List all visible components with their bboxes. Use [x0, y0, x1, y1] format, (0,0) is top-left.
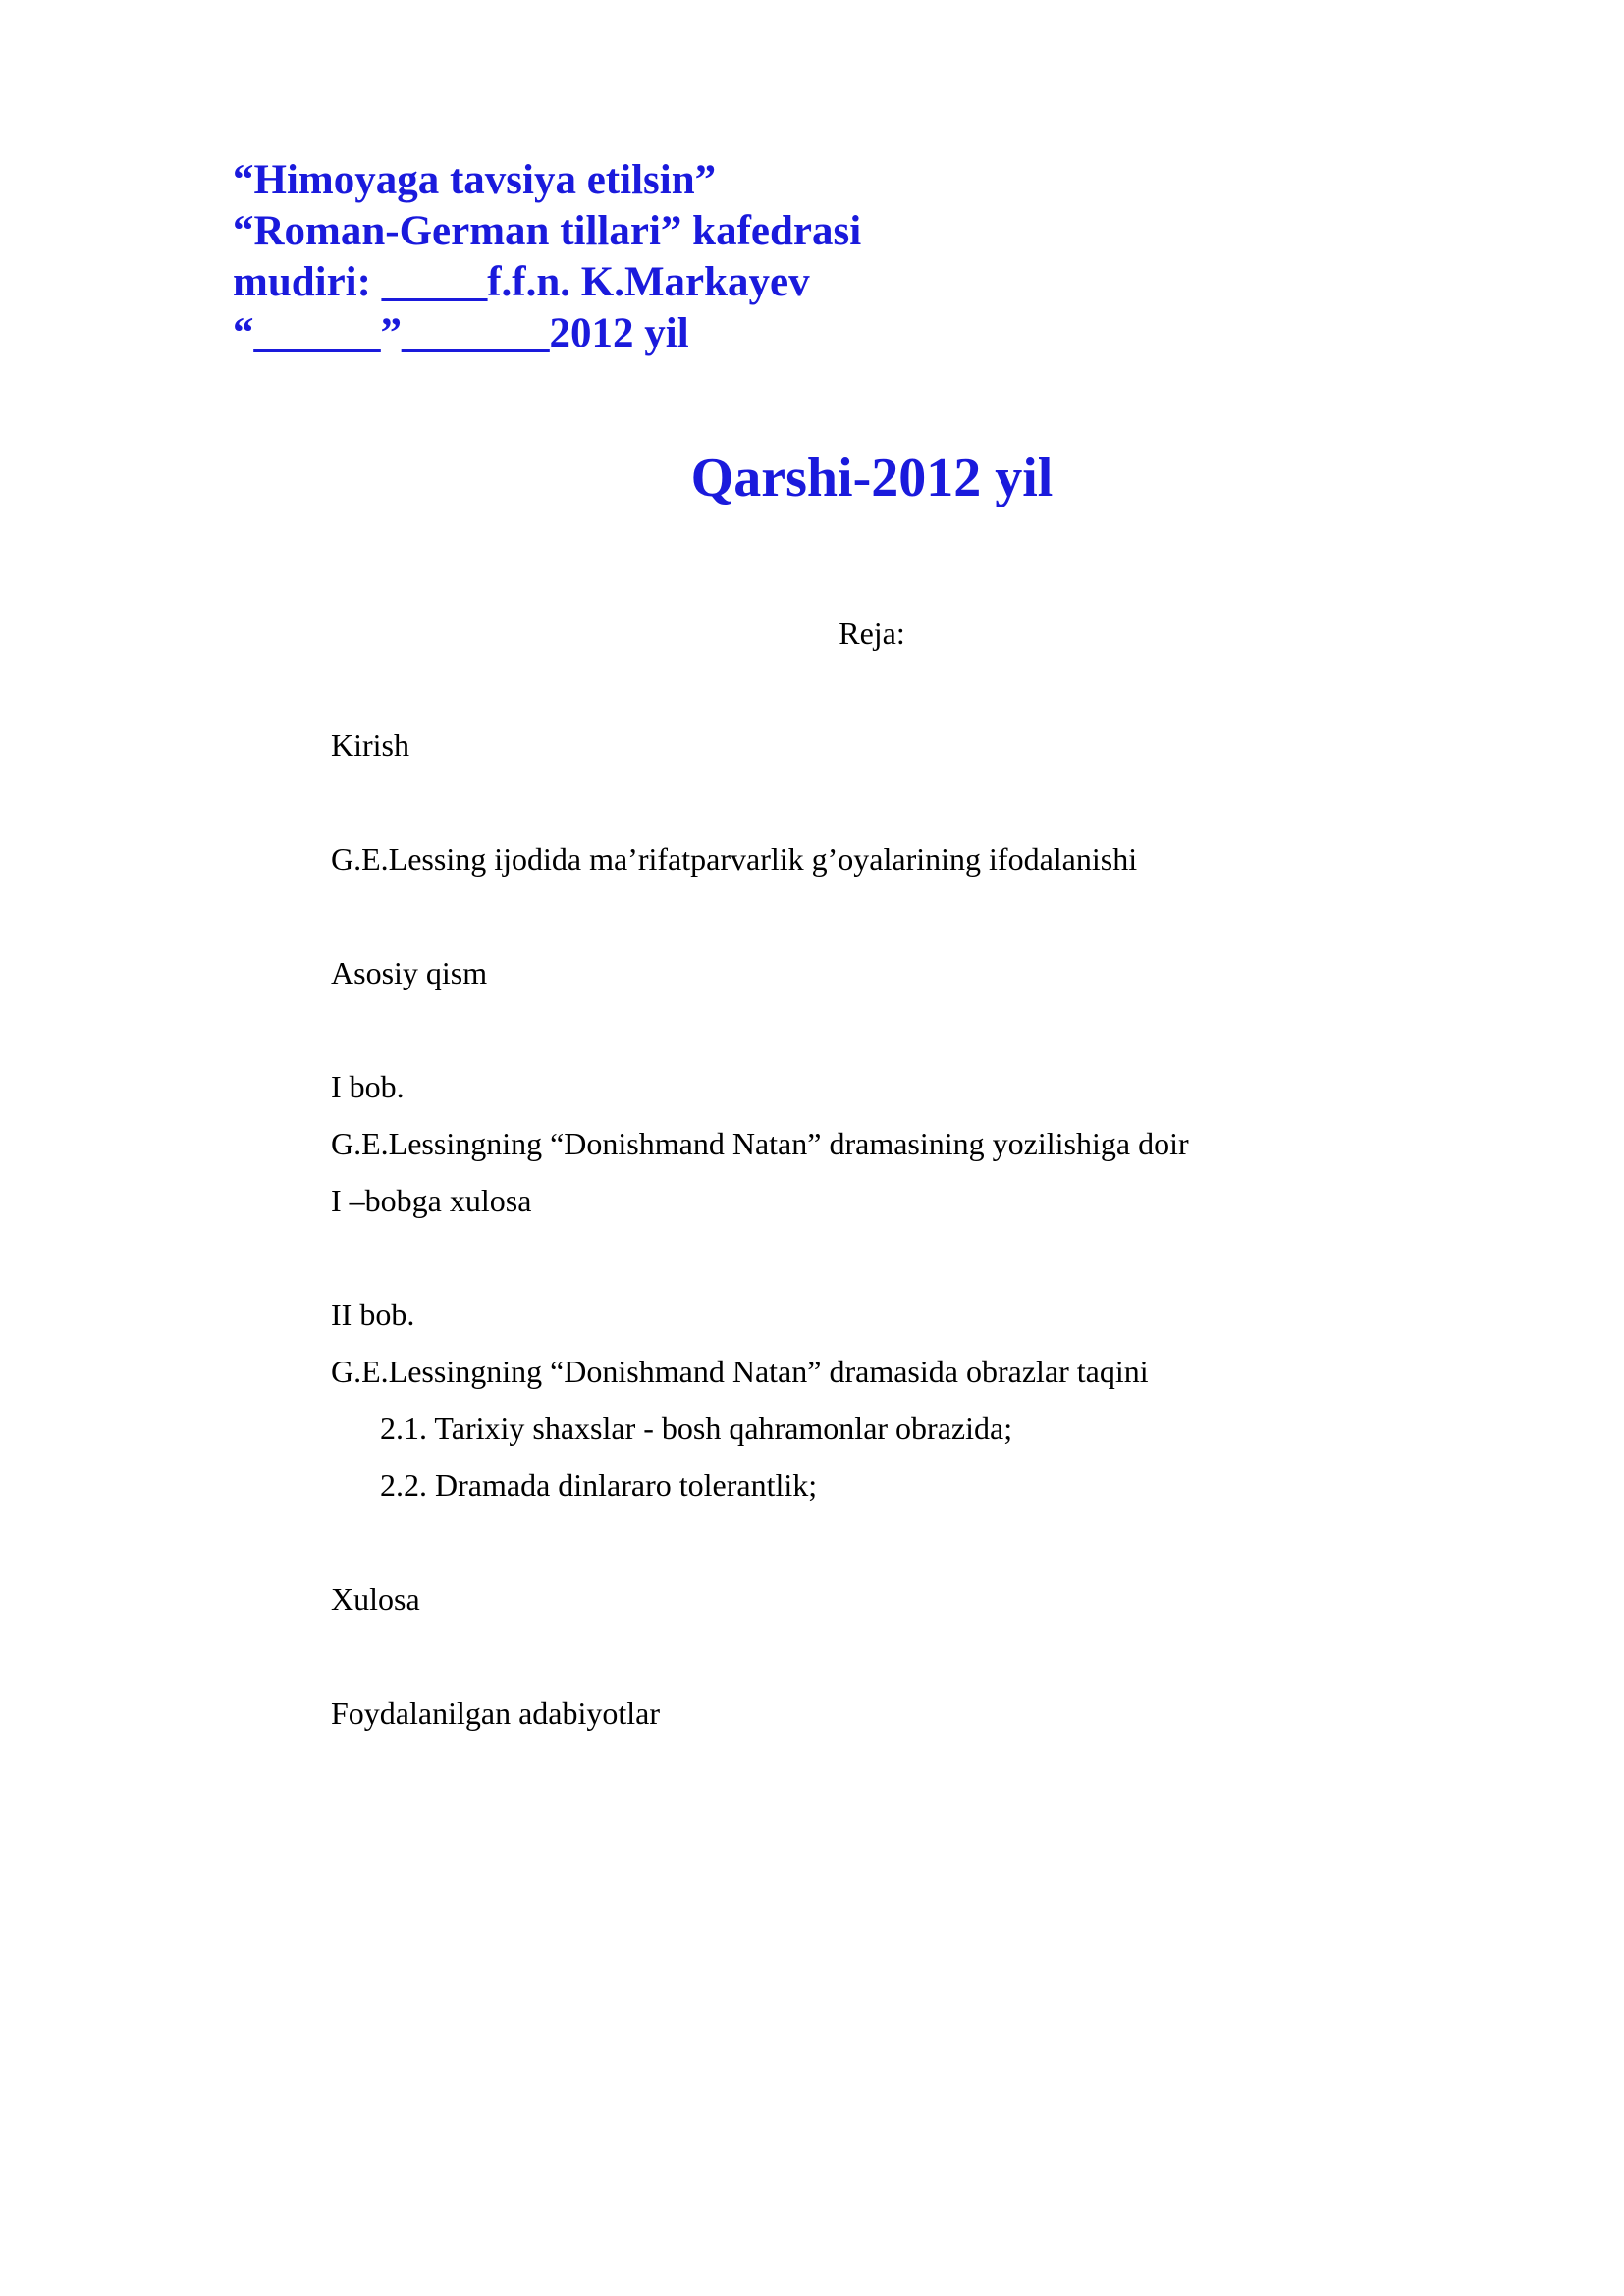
toc-item-main-part: Asosiy qism [331, 955, 488, 990]
approval-recommendation: “Himoyaga tavsiya etilsin” [233, 157, 717, 203]
toc-item-chapter-2: II bob. [331, 1297, 415, 1332]
toc-item-chapter-1-conclusion: I –bobga xulosa [331, 1183, 532, 1218]
toc-item-section-2-1: 2.1. Tarixiy shaxslar - bosh qahramonlar obrazida; [380, 1411, 1013, 1446]
toc-item-chapter-2-title: G.E.Lessingning “Donishmand Natan” dramasida obrazlar taqini [331, 1354, 1149, 1389]
department-head: mudiri: _____f.f.n. K.Markayev [233, 259, 810, 305]
toc-item-references: Foydalanilgan adabiyotlar [331, 1695, 661, 1731]
plan-title: Reja: [839, 615, 905, 651]
toc-item-enlightenment-ideas: G.E.Lessing ijodida ma’rifatparvarlik g’oyalarining ifodalanishi [331, 841, 1138, 877]
city-year-title: Qarshi-2012 yil [690, 448, 1054, 508]
approval-date: “______”_______2012 yil [233, 310, 689, 356]
toc-item-conclusion: Xulosa [331, 1581, 420, 1617]
toc-item-chapter-1-title: G.E.Lessingning “Donishmand Natan” dramasining yozilishiga doir [331, 1126, 1189, 1161]
toc-item-chapter-1: I bob. [331, 1069, 405, 1104]
department-name: “Roman-German tillari” kafedrasi [233, 208, 862, 254]
toc-item-section-2-2: 2.2. Dramada dinlararo tolerantlik; [380, 1468, 818, 1503]
toc-item-introduction: Kirish [331, 727, 409, 763]
approval-block [233, 155, 861, 359]
